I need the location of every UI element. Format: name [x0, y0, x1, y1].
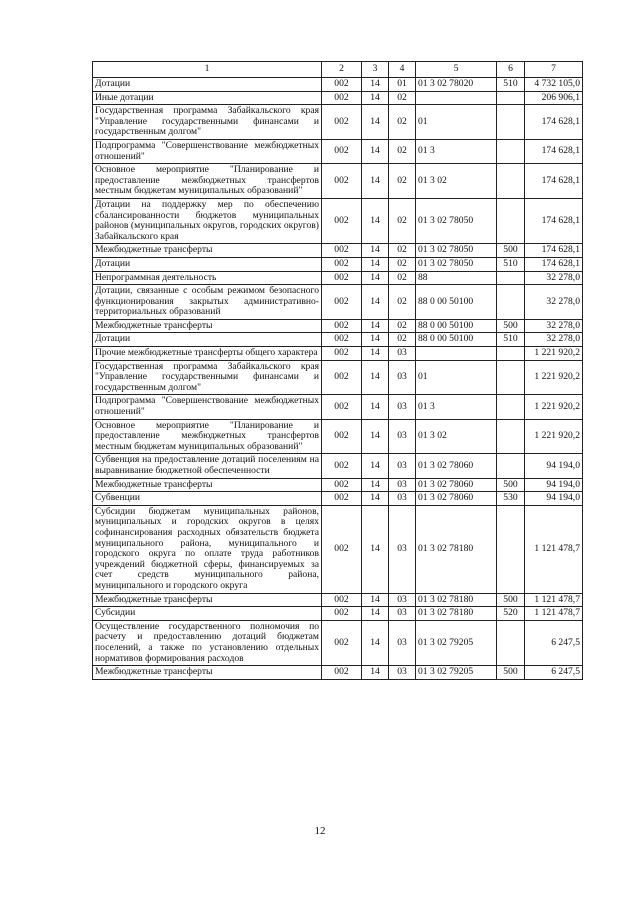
target-article-code-cell: 88 0 00 50100: [416, 333, 497, 347]
subsection-code-cell: 03: [389, 395, 416, 419]
budget-table: [92, 61, 583, 680]
section-code-cell: 14: [362, 257, 389, 271]
row-name-cell: Осуществление государственного полномочия по расчету и предоставлению дотаций бюджетам поселений, а также по установлению отдельных нормативов формирования расходов: [93, 620, 322, 665]
section-code-cell: 14: [362, 244, 389, 258]
expense-type-code-cell: [497, 454, 525, 478]
row-name-cell: Подпрограмма "Совершенствование межбюджетных отношений": [93, 395, 322, 419]
table-row: [93, 620, 583, 665]
table-row: [93, 607, 583, 621]
table-row: [93, 505, 583, 593]
row-name-cell: Субсидии: [93, 607, 322, 621]
subsection-code-cell: 02: [389, 139, 416, 163]
amount-cell: 174 628,1: [525, 105, 583, 140]
subsection-code-cell: 02: [389, 164, 416, 199]
subsection-code-cell: 03: [389, 478, 416, 492]
amount-cell: 1 221 920,2: [525, 360, 583, 395]
section-code-cell: 14: [362, 620, 389, 665]
target-article-code-cell: 01 3 02: [416, 164, 497, 199]
expense-type-code-cell: [497, 395, 525, 419]
expense-type-code-cell: 520: [497, 607, 525, 621]
page-number: 12: [314, 825, 326, 837]
amount-cell: 32 278,0: [525, 285, 583, 320]
row-name-cell: Основное мероприятие "Планирование и предоставление межбюджетных трансфертов местным бюджетам муниципальных образований": [93, 164, 322, 199]
expense-type-code-cell: 500: [497, 593, 525, 607]
section-code-cell: 14: [362, 198, 389, 243]
subsection-code-cell: 03: [389, 454, 416, 478]
section-code-cell: 14: [362, 666, 389, 680]
target-article-code-cell: 01 3 02: [416, 419, 497, 454]
section-code-cell: 14: [362, 454, 389, 478]
subsection-code-cell: 03: [389, 593, 416, 607]
ministry-code-cell: 002: [322, 319, 362, 333]
subsection-code-cell: 03: [389, 360, 416, 395]
subsection-code-cell: 02: [389, 257, 416, 271]
ministry-code-cell: 002: [322, 478, 362, 492]
section-code-cell: 14: [362, 607, 389, 621]
section-code-cell: 14: [362, 492, 389, 506]
table-row: [93, 319, 583, 333]
amount-cell: 1 221 920,2: [525, 419, 583, 454]
subsection-code-cell: 02: [389, 244, 416, 258]
row-name-cell: Субвенции: [93, 492, 322, 506]
target-article-code-cell: 01 3 02 78180: [416, 593, 497, 607]
target-article-code-cell: 01 3 02 78050: [416, 257, 497, 271]
expense-type-code-cell: [497, 285, 525, 320]
table-row: [93, 395, 583, 419]
table-row: [93, 347, 583, 361]
row-name-cell: Государственная программа Забайкальского края "Управление государственными финансами и государственным долгом": [93, 360, 322, 395]
expense-type-code-cell: 510: [497, 333, 525, 347]
ministry-code-cell: 002: [322, 271, 362, 285]
row-name-cell: Дотации на поддержку мер по обеспечению сбалансированности бюджетов муниципальных районов (муниципальных округов, городских округов) Забайкальского края: [93, 198, 322, 243]
ministry-code-cell: 002: [322, 91, 362, 105]
section-code-cell: 14: [362, 91, 389, 105]
section-code-cell: 14: [362, 347, 389, 361]
header-cell: 5: [416, 62, 497, 78]
row-name-cell: Непрограммная деятельность: [93, 271, 322, 285]
table-row: [93, 333, 583, 347]
ministry-code-cell: 002: [322, 198, 362, 243]
target-article-code-cell: 01 3 02 78050: [416, 198, 497, 243]
expense-type-code-cell: 500: [497, 319, 525, 333]
amount-cell: 1 121 478,7: [525, 607, 583, 621]
target-article-code-cell: 01 3 02 78060: [416, 454, 497, 478]
table-row: [93, 593, 583, 607]
row-name-cell: Субсидии бюджетам муниципальных районов, муниципальных и городских округов в целях софинансирования расходных обязательств бюджета муниципального района, муниципального и городского округа по оплате труда работников учреждений бюджетной сферы, финансируемых за счет средств муниципального района, муниципального и городского округа: [93, 505, 322, 593]
expense-type-code-cell: 500: [497, 244, 525, 258]
row-name-cell: Дотации, связанные с особым режимом безопасного функционирования закрытых административно-территориальных образований: [93, 285, 322, 320]
section-code-cell: 14: [362, 505, 389, 593]
table-row: [93, 164, 583, 199]
target-article-code-cell: 01 3 02 78060: [416, 492, 497, 506]
ministry-code-cell: 002: [322, 395, 362, 419]
table-row: [93, 360, 583, 395]
subsection-code-cell: 03: [389, 505, 416, 593]
ministry-code-cell: 002: [322, 285, 362, 320]
subsection-code-cell: 02: [389, 319, 416, 333]
target-article-code-cell: 01 3: [416, 139, 497, 163]
amount-cell: 6 247,5: [525, 666, 583, 680]
expense-type-code-cell: [497, 105, 525, 140]
row-name-cell: Межбюджетные трансферты: [93, 593, 322, 607]
ministry-code-cell: 002: [322, 360, 362, 395]
expense-type-code-cell: [497, 164, 525, 199]
row-name-cell: Подпрограмма "Совершенствование межбюджетных отношений": [93, 139, 322, 163]
amount-cell: 174 628,1: [525, 164, 583, 199]
section-code-cell: 14: [362, 360, 389, 395]
expense-type-code-cell: [497, 139, 525, 163]
expense-type-code-cell: [497, 419, 525, 454]
row-name-cell: Прочие межбюджетные трансферты общего характера: [93, 347, 322, 361]
amount-cell: 174 628,1: [525, 257, 583, 271]
subsection-code-cell: 03: [389, 607, 416, 621]
section-code-cell: 14: [362, 139, 389, 163]
expense-type-code-cell: [497, 347, 525, 361]
table-row: [93, 478, 583, 492]
ministry-code-cell: 002: [322, 454, 362, 478]
subsection-code-cell: 02: [389, 91, 416, 105]
header-cell: 7: [525, 62, 583, 78]
amount-cell: 1 221 920,2: [525, 395, 583, 419]
row-name-cell: Межбюджетные трансферты: [93, 666, 322, 680]
subsection-code-cell: 01: [389, 78, 416, 92]
row-name-cell: Субвенция на предоставление дотаций поселениям на выравнивание бюджетной обеспеченности: [93, 454, 322, 478]
target-article-code-cell: 01: [416, 360, 497, 395]
table-row: [93, 139, 583, 163]
ministry-code-cell: 002: [322, 164, 362, 199]
header-cell: 2: [322, 62, 362, 78]
amount-cell: 1 121 478,7: [525, 593, 583, 607]
ministry-code-cell: 002: [322, 620, 362, 665]
target-article-code-cell: 01 3 02 78050: [416, 244, 497, 258]
row-name-cell: Межбюджетные трансферты: [93, 319, 322, 333]
amount-cell: 1 121 478,7: [525, 505, 583, 593]
section-code-cell: 14: [362, 333, 389, 347]
amount-cell: 1 221 920,2: [525, 347, 583, 361]
subsection-code-cell: 03: [389, 419, 416, 454]
table-row: [93, 198, 583, 243]
row-name-cell: Дотации: [93, 78, 322, 92]
expense-type-code-cell: 500: [497, 478, 525, 492]
ministry-code-cell: 002: [322, 607, 362, 621]
target-article-code-cell: [416, 91, 497, 105]
section-code-cell: 14: [362, 164, 389, 199]
subsection-code-cell: 02: [389, 198, 416, 243]
amount-cell: 94 194,0: [525, 478, 583, 492]
table-row: [93, 105, 583, 140]
ministry-code-cell: 002: [322, 492, 362, 506]
target-article-code-cell: 01 3 02 79205: [416, 620, 497, 665]
amount-cell: 94 194,0: [525, 454, 583, 478]
target-article-code-cell: 01: [416, 105, 497, 140]
row-name-cell: Дотации: [93, 257, 322, 271]
expense-type-code-cell: [497, 198, 525, 243]
subsection-code-cell: 03: [389, 347, 416, 361]
section-code-cell: 14: [362, 395, 389, 419]
expense-type-code-cell: [497, 505, 525, 593]
expense-type-code-cell: [497, 360, 525, 395]
expense-type-code-cell: [497, 620, 525, 665]
section-code-cell: 14: [362, 285, 389, 320]
amount-cell: 32 278,0: [525, 333, 583, 347]
target-article-code-cell: 01 3 02 78060: [416, 478, 497, 492]
target-article-code-cell: 01 3 02 78180: [416, 505, 497, 593]
target-article-code-cell: 01 3 02 78180: [416, 607, 497, 621]
section-code-cell: 14: [362, 419, 389, 454]
amount-cell: 32 278,0: [525, 319, 583, 333]
amount-cell: 4 732 105,0: [525, 78, 583, 92]
subsection-code-cell: 02: [389, 271, 416, 285]
row-name-cell: Межбюджетные трансферты: [93, 244, 322, 258]
table-row: [93, 244, 583, 258]
column-number-row: [93, 62, 583, 78]
target-article-code-cell: 01 3 02 78020: [416, 78, 497, 92]
header-cell: 3: [362, 62, 389, 78]
header-cell: 4: [389, 62, 416, 78]
amount-cell: 206 906,1: [525, 91, 583, 105]
header-cell: 1: [93, 62, 322, 78]
expense-type-code-cell: [497, 91, 525, 105]
target-article-code-cell: 01 3 02 79205: [416, 666, 497, 680]
table-row: [93, 271, 583, 285]
table-row: [93, 492, 583, 506]
subsection-code-cell: 02: [389, 333, 416, 347]
ministry-code-cell: 002: [322, 505, 362, 593]
target-article-code-cell: 88 0 00 50100: [416, 285, 497, 320]
row-name-cell: Иные дотации: [93, 91, 322, 105]
ministry-code-cell: 002: [322, 257, 362, 271]
expense-type-code-cell: 500: [497, 666, 525, 680]
section-code-cell: 14: [362, 78, 389, 92]
expense-type-code-cell: [497, 271, 525, 285]
target-article-code-cell: 88 0 00 50100: [416, 319, 497, 333]
amount-cell: 174 628,1: [525, 198, 583, 243]
section-code-cell: 14: [362, 105, 389, 140]
ministry-code-cell: 002: [322, 139, 362, 163]
ministry-code-cell: 002: [322, 593, 362, 607]
subsection-code-cell: 03: [389, 620, 416, 665]
amount-cell: 174 628,1: [525, 139, 583, 163]
row-name-cell: Основное мероприятие "Планирование и предоставление межбюджетных трансфертов местным бюджетам муниципальных образований": [93, 419, 322, 454]
ministry-code-cell: 002: [322, 333, 362, 347]
table-row: [93, 285, 583, 320]
expense-type-code-cell: 510: [497, 257, 525, 271]
ministry-code-cell: 002: [322, 244, 362, 258]
section-code-cell: 14: [362, 319, 389, 333]
target-article-code-cell: 01 3: [416, 395, 497, 419]
table-row: [93, 454, 583, 478]
table-row: [93, 419, 583, 454]
amount-cell: 6 247,5: [525, 620, 583, 665]
amount-cell: 32 278,0: [525, 271, 583, 285]
target-article-code-cell: [416, 347, 497, 361]
section-code-cell: 14: [362, 593, 389, 607]
section-code-cell: 14: [362, 271, 389, 285]
amount-cell: 174 628,1: [525, 244, 583, 258]
ministry-code-cell: 002: [322, 78, 362, 92]
table-body: [93, 78, 583, 680]
table-row: [93, 257, 583, 271]
subsection-code-cell: 03: [389, 492, 416, 506]
ministry-code-cell: 002: [322, 105, 362, 140]
table-row: [93, 78, 583, 92]
amount-cell: 94 194,0: [525, 492, 583, 506]
section-code-cell: 14: [362, 478, 389, 492]
subsection-code-cell: 03: [389, 666, 416, 680]
expense-type-code-cell: 530: [497, 492, 525, 506]
ministry-code-cell: 002: [322, 666, 362, 680]
row-name-cell: Межбюджетные трансферты: [93, 478, 322, 492]
table-row: [93, 91, 583, 105]
row-name-cell: Государственная программа Забайкальского края "Управление государственными финансами и государственным долгом": [93, 105, 322, 140]
table-row: [93, 666, 583, 680]
header-cell: 6: [497, 62, 525, 78]
subsection-code-cell: 02: [389, 285, 416, 320]
row-name-cell: Дотации: [93, 333, 322, 347]
expense-type-code-cell: 510: [497, 78, 525, 92]
subsection-code-cell: 02: [389, 105, 416, 140]
ministry-code-cell: 002: [322, 419, 362, 454]
ministry-code-cell: 002: [322, 347, 362, 361]
target-article-code-cell: 88: [416, 271, 497, 285]
